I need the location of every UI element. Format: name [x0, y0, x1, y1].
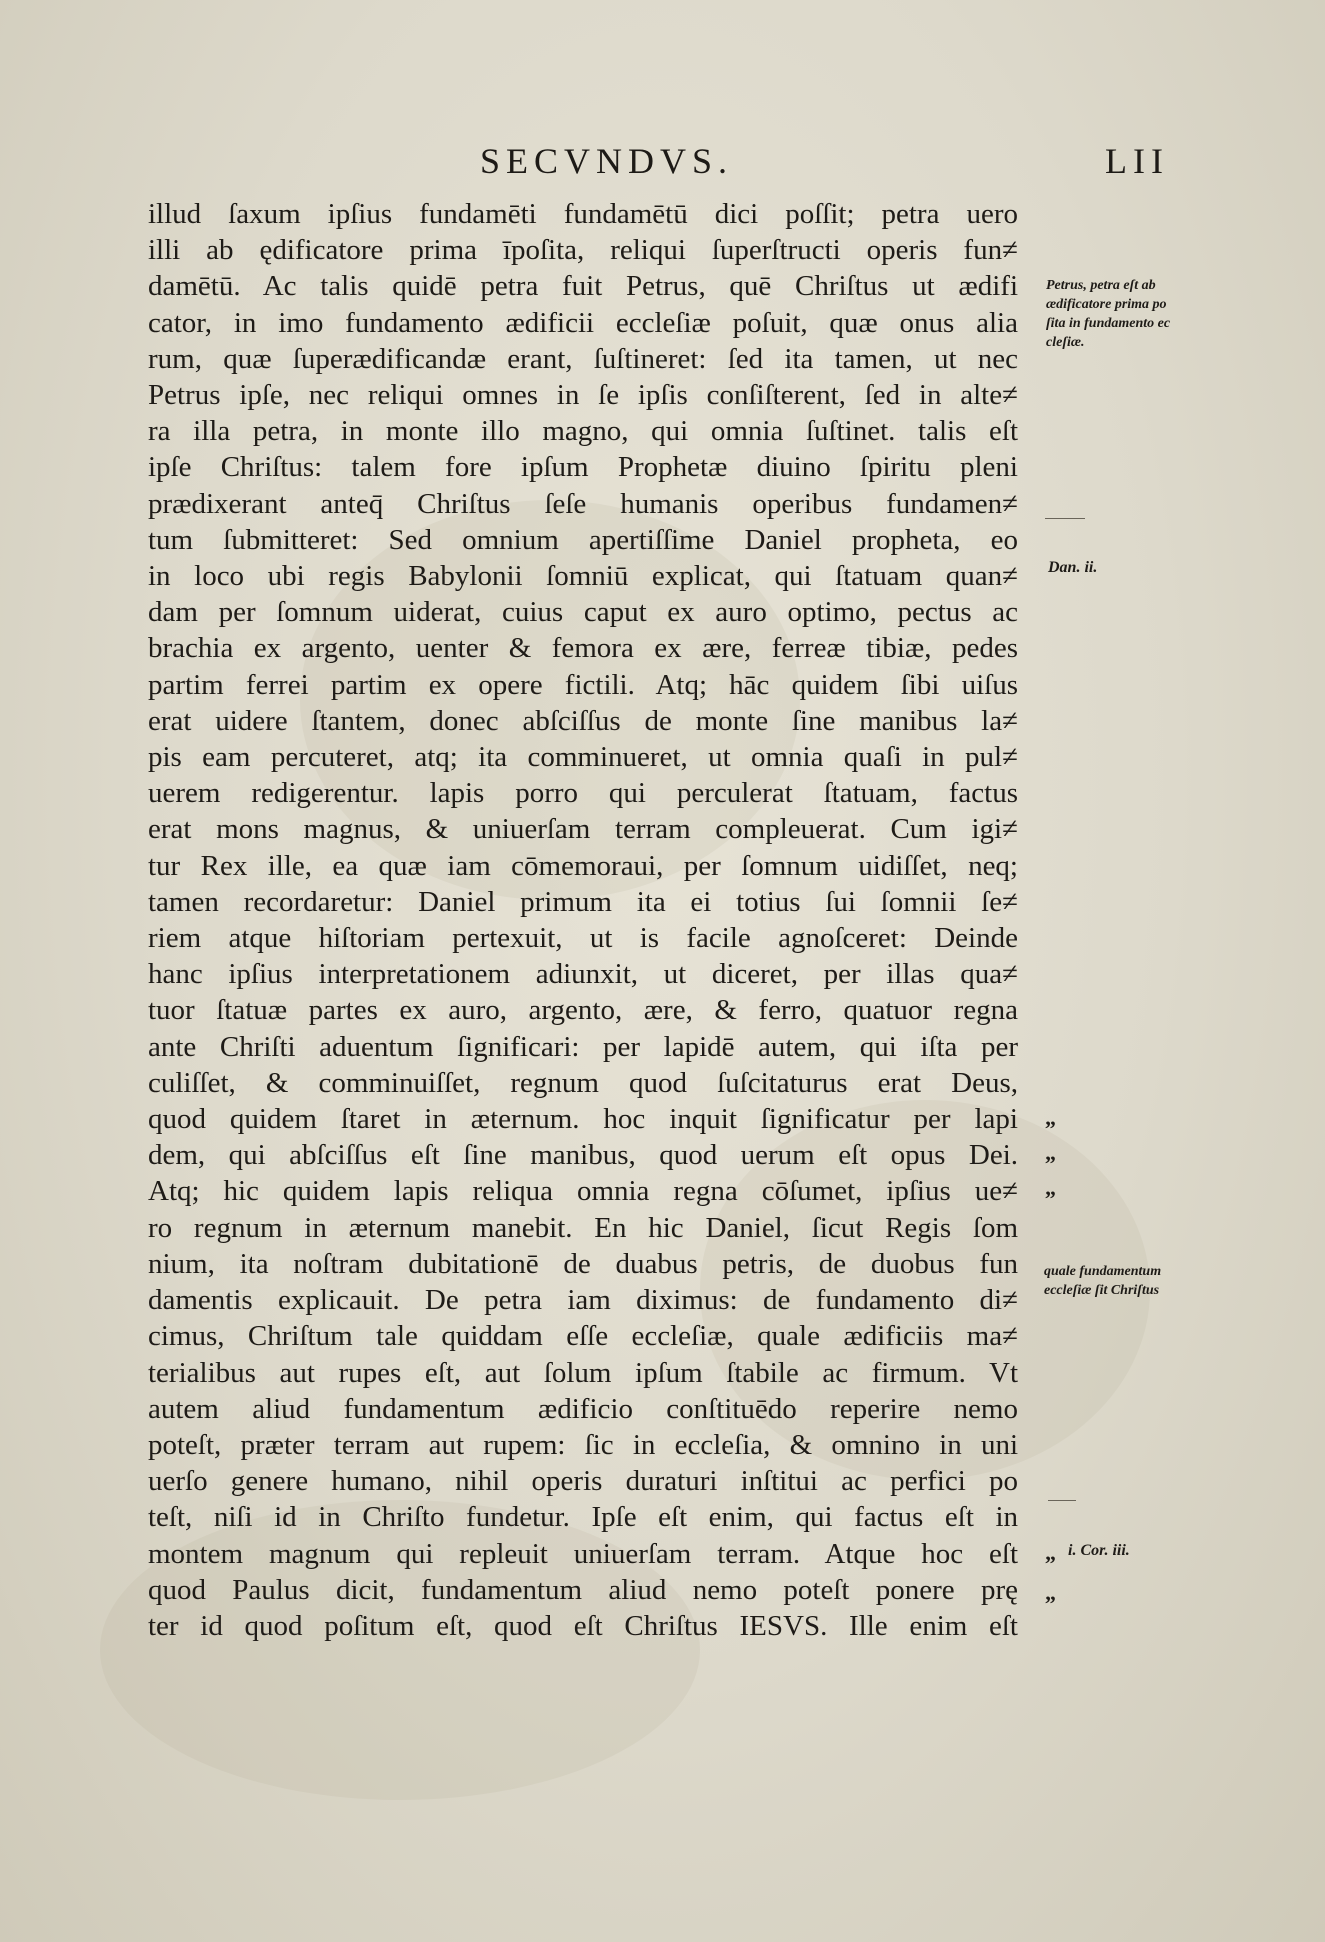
text-line: ra illa petra, in monte illo magno, qui omnia ſuſtinet. talis eſt — [148, 415, 1018, 448]
text-line: dam per ſomnum uiderat, cuius caput ex auro optimo, pectus ac — [148, 596, 1018, 629]
text-line: ter id quod poſitum eſt, quod eſt Chriſtus IESVS. Ille enim eſt — [148, 1609, 1018, 1642]
text-line: uerem redigerentur. lapis porro qui perculerat ſtatuam, factus — [148, 777, 1018, 810]
quotation-mark: „ — [1045, 1175, 1056, 1200]
text-line: pis eam percuteret, atq; ita comminueret, ut omnia quaſi in pul≠ — [148, 741, 1018, 774]
text-line: Atq; hic quidem lapis reliqua omnia regna cōſumet, ipſius ue≠ — [148, 1175, 1018, 1208]
margin-note-petrus — [1046, 276, 1170, 352]
text-line: tur Rex ille, ea quæ iam cōmemoraui, per ſomnum uidiſſet, neq; — [148, 849, 1018, 882]
text-line: quod quidem ſtaret in æternum. hoc inquit ſignificatur per lapi — [148, 1103, 1018, 1136]
text-line: illud ſaxum ipſius fundamēti fundamētū dici poſſit; petra uero — [148, 198, 1018, 230]
running-head: SECVNDVS. — [480, 141, 734, 181]
margin-note-fundamentum — [1044, 1262, 1161, 1300]
text-line: Petrus ipſe, nec reliqui omnes in ſe ipſis conſiſterent, ſed in alte≠ — [148, 379, 1018, 412]
margin-note-line: eccleſiæ ſit Chriſtus — [1044, 1283, 1160, 1298]
text-line: culiſſet, & comminuiſſet, regnum quod ſuſcitaturus erat Deus, — [148, 1066, 1018, 1099]
text-line: riem atque hiſtoriam pertexuit, ut is facile agnoſceret: Deinde — [148, 922, 1018, 955]
quotation-mark: „ — [1045, 1105, 1056, 1130]
text-line: ro regnum in æternum manebit. En hic Daniel, ſicut Regis ſom — [148, 1211, 1018, 1244]
text-line: tum ſubmitteret: Sed omnium apertiſſime Daniel propheta, eo — [148, 523, 1018, 556]
text-line: tamen recordaretur: Daniel primum ita ei totius ſui ſomnii ſe≠ — [148, 885, 1018, 918]
text-line: prædixerant anteq̄ Chriſtus ſeſe humanis operibus fundamen≠ — [148, 487, 1018, 520]
text-line: ante Chriſti aduentum ſignificari: per lapidē autem, qui iſta per — [148, 1030, 1018, 1063]
text-line: damētū. Ac talis quidē petra fuit Petrus, quē Chriſtus ut ædifi — [148, 270, 1018, 303]
margin-note-line: ſita in fundamento ec — [1046, 316, 1171, 331]
text-line: in loco ubi regis Babylonii ſomniū explicat, qui ſtatuam quan≠ — [148, 560, 1018, 593]
text-line: nium, ita noſtram dubitationē de duabus petris, de duobus fun — [148, 1247, 1018, 1280]
text-line: rum, quæ ſuperædificandæ erant, ſuſtineret: ſed ita tamen, ut nec — [148, 342, 1018, 375]
margin-note-line: cleſiæ. — [1046, 335, 1085, 350]
margin-note-corinthians: i. Cor. iii. — [1068, 1542, 1130, 1559]
margin-rule — [1045, 518, 1085, 519]
text-line: uerſo genere humano, nihil operis duraturi inſtitui ac perfici po — [148, 1465, 1018, 1498]
text-line: ipſe Chriſtus: talem fore ipſum Prophetæ diuino ſpiritu pleni — [148, 451, 1018, 484]
main-text-block — [148, 196, 1018, 1644]
quotation-mark: „ — [1045, 1140, 1056, 1165]
quotation-mark: „ — [1045, 1540, 1056, 1565]
text-line: hanc ipſius interpretationem adiunxit, ut diceret, per illas qua≠ — [148, 958, 1018, 991]
text-line: partim ferrei partim ex opere fictili. Atq; hāc quidem ſibi uiſus — [148, 668, 1018, 701]
text-line: tuor ſtatuæ partes ex auro, argento, ære, & ferro, quatuor regna — [148, 994, 1018, 1027]
text-line: erat uidere ſtantem, donec abſciſſus de monte ſine manibus la≠ — [148, 704, 1018, 737]
text-line: montem magnum qui repleuit uniuerſam terram. Atque hoc eſt — [148, 1537, 1018, 1570]
text-line: illi ab ędificatore prima īpoſita, reliqui ſuperſtructi operis fun≠ — [148, 234, 1018, 267]
text-line: terialibus aut rupes eſt, aut ſolum ipſum ſtabile ac firmum. Vt — [148, 1356, 1018, 1389]
margin-rule — [1048, 1500, 1076, 1501]
text-line: autem aliud fundamentum ædificio conſtituēdo reperire nemo — [148, 1392, 1018, 1425]
text-line: erat mons magnus, & uniuerſam terram compleuerat. Cum igi≠ — [148, 813, 1018, 846]
margin-note-line: ædificatore prima po — [1046, 297, 1167, 312]
margin-note-daniel: Dan. ii. — [1048, 559, 1098, 576]
text-line: damentis explicauit. De petra iam diximus: de fundamento di≠ — [148, 1284, 1018, 1317]
margin-note-line: Petrus, petra eſt ab — [1046, 278, 1156, 293]
text-line: brachia ex argento, uenter & femora ex ære, ferreæ tibiæ, pedes — [148, 632, 1018, 665]
text-line: dem, qui abſciſſus eſt ſine manibus, quod uerum eſt opus Dei. — [148, 1139, 1018, 1172]
quotation-mark: „ — [1045, 1580, 1056, 1605]
text-line: teſt, niſi id in Chriſto fundetur. Ipſe eſt enim, qui factus eſt in — [148, 1501, 1018, 1534]
text-line: quod Paulus dicit, fundamentum aliud nemo poteſt ponere prę — [148, 1573, 1018, 1606]
text-line: cator, in imo fundamento ædificii eccleſiæ poſuit, quæ onus alia — [148, 306, 1018, 339]
margin-note-line: quale fundamentum — [1044, 1264, 1162, 1279]
folio-number: LII — [1105, 141, 1169, 181]
text-line: cimus, Chriſtum tale quiddam eſſe eccleſiæ, quale ædificiis ma≠ — [148, 1320, 1018, 1353]
text-line: poteſt, præter terram aut rupem: ſic in eccleſia, & omnino in uni — [148, 1428, 1018, 1461]
